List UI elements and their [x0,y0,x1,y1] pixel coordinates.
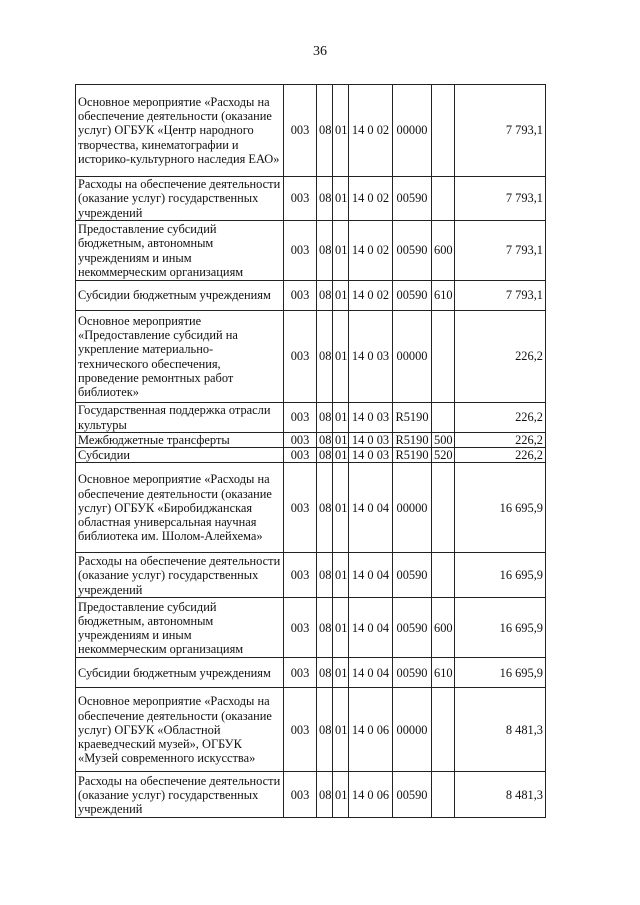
row-vr [432,311,455,403]
row-vr [432,85,455,177]
table-row [76,311,546,403]
row-csr-program: 14 0 02 [349,221,393,281]
row-rz: 08 [317,403,333,433]
row-gr: 003 [284,553,317,598]
row-csr-direction: 00590 [393,281,432,311]
row-sum: 7 793,1 [455,177,546,221]
row-vr: 610 [432,281,455,311]
table-row [76,221,546,281]
row-vr: 520 [432,448,455,463]
row-pr: 01 [333,463,349,553]
table-row [76,403,546,433]
row-gr: 003 [284,598,317,658]
table-row [76,433,546,448]
row-pr: 01 [333,658,349,688]
row-csr-program: 14 0 04 [349,553,393,598]
row-pr: 01 [333,311,349,403]
row-sum: 226,2 [455,433,546,448]
row-gr: 003 [284,311,317,403]
row-vr [432,177,455,221]
row-vr [432,772,455,818]
table-row [76,463,546,553]
row-rz: 08 [317,553,333,598]
row-csr-program: 14 0 03 [349,403,393,433]
row-vr: 600 [432,221,455,281]
row-name: Основное мероприятие «Расходы на обеспечение деятельности (оказание услуг) ОГБУК «Областной краеведческий музей», ОГБУК «Музей современного искусства» [76,688,284,772]
row-pr: 01 [333,221,349,281]
row-rz: 08 [317,311,333,403]
budget-table-body [76,85,546,818]
row-csr-program: 14 0 02 [349,85,393,177]
row-sum: 16 695,9 [455,658,546,688]
row-rz: 08 [317,177,333,221]
row-rz: 08 [317,448,333,463]
row-gr: 003 [284,221,317,281]
row-csr-direction: 00590 [393,221,432,281]
row-name: Основное мероприятие «Расходы на обеспечение деятельности (оказание услуг) ОГБУК «Биробиджанская областная универсальная научная библиотека им. Шолом-Алейхема» [76,463,284,553]
row-rz: 08 [317,463,333,553]
table-row [76,598,546,658]
row-csr-program: 14 0 04 [349,598,393,658]
row-csr-program: 14 0 04 [349,658,393,688]
table-row [76,281,546,311]
row-sum: 16 695,9 [455,463,546,553]
row-rz: 08 [317,772,333,818]
row-name: Государственная поддержка отрасли культуры [76,403,284,433]
row-csr-direction: 00000 [393,688,432,772]
row-sum: 16 695,9 [455,598,546,658]
row-pr: 01 [333,433,349,448]
row-rz: 08 [317,598,333,658]
row-gr: 003 [284,281,317,311]
row-rz: 08 [317,85,333,177]
row-rz: 08 [317,433,333,448]
table-row [76,85,546,177]
row-pr: 01 [333,598,349,658]
row-csr-direction: R5190 [393,433,432,448]
row-rz: 08 [317,688,333,772]
row-csr-direction: 00000 [393,85,432,177]
row-csr-direction: 00590 [393,598,432,658]
row-sum: 8 481,3 [455,772,546,818]
row-csr-program: 14 0 03 [349,433,393,448]
row-vr: 500 [432,433,455,448]
row-csr-direction: R5190 [393,403,432,433]
table-row [76,448,546,463]
row-csr-direction: 00590 [393,553,432,598]
row-csr-direction: 00590 [393,177,432,221]
row-gr: 003 [284,463,317,553]
row-sum: 16 695,9 [455,553,546,598]
row-pr: 01 [333,448,349,463]
row-vr [432,403,455,433]
table-row [76,553,546,598]
budget-table [75,84,546,818]
row-csr-program: 14 0 03 [349,311,393,403]
row-rz: 08 [317,281,333,311]
row-csr-direction: 00590 [393,772,432,818]
row-name: Расходы на обеспечение деятельности (оказание услуг) государственных учреждений [76,177,284,221]
row-csr-program: 14 0 02 [349,177,393,221]
row-pr: 01 [333,403,349,433]
row-csr-program: 14 0 02 [349,281,393,311]
row-gr: 003 [284,403,317,433]
row-pr: 01 [333,177,349,221]
row-csr-program: 14 0 04 [349,463,393,553]
row-name: Предоставление субсидий бюджетным, автономным учреждениям и иным некоммерческим организациям [76,221,284,281]
row-name: Расходы на обеспечение деятельности (оказание услуг) государственных учреждений [76,772,284,818]
row-name: Субсидии бюджетным учреждениям [76,281,284,311]
row-sum: 7 793,1 [455,221,546,281]
row-rz: 08 [317,221,333,281]
row-vr: 610 [432,658,455,688]
row-name: Субсидии [76,448,284,463]
row-name: Основное мероприятие «Предоставление субсидий на укрепление материально-технического обеспечения, проведение ремонтных работ библиотек» [76,311,284,403]
row-vr [432,553,455,598]
row-pr: 01 [333,85,349,177]
row-pr: 01 [333,772,349,818]
row-sum: 7 793,1 [455,281,546,311]
row-name: Основное мероприятие «Расходы на обеспечение деятельности (оказание услуг) ОГБУК «Центр народного творчества, кинематографии и историко-культурного наследия ЕАО» [76,85,284,177]
row-csr-program: 14 0 03 [349,448,393,463]
row-vr: 600 [432,598,455,658]
table-row [76,688,546,772]
row-rz: 08 [317,658,333,688]
row-gr: 003 [284,177,317,221]
row-gr: 003 [284,448,317,463]
row-name: Межбюджетные трансферты [76,433,284,448]
page-number: 36 [313,44,327,59]
row-sum: 8 481,3 [455,688,546,772]
row-pr: 01 [333,688,349,772]
row-sum: 226,2 [455,448,546,463]
row-name: Субсидии бюджетным учреждениям [76,658,284,688]
row-csr-program: 14 0 06 [349,688,393,772]
row-csr-direction: 00000 [393,463,432,553]
row-gr: 003 [284,85,317,177]
row-name: Расходы на обеспечение деятельности (оказание услуг) государственных учреждений [76,553,284,598]
table-row [76,772,546,818]
row-sum: 226,2 [455,403,546,433]
row-csr-program: 14 0 06 [349,772,393,818]
row-vr [432,463,455,553]
row-name: Предоставление субсидий бюджетным, автономным учреждениям и иным некоммерческим организациям [76,598,284,658]
row-sum: 226,2 [455,311,546,403]
row-gr: 003 [284,658,317,688]
row-gr: 003 [284,433,317,448]
row-gr: 003 [284,772,317,818]
row-sum: 7 793,1 [455,85,546,177]
row-pr: 01 [333,281,349,311]
row-csr-direction: R5190 [393,448,432,463]
row-pr: 01 [333,553,349,598]
table-row [76,658,546,688]
row-csr-direction: 00590 [393,658,432,688]
table-row [76,177,546,221]
row-vr [432,688,455,772]
row-csr-direction: 00000 [393,311,432,403]
row-gr: 003 [284,688,317,772]
